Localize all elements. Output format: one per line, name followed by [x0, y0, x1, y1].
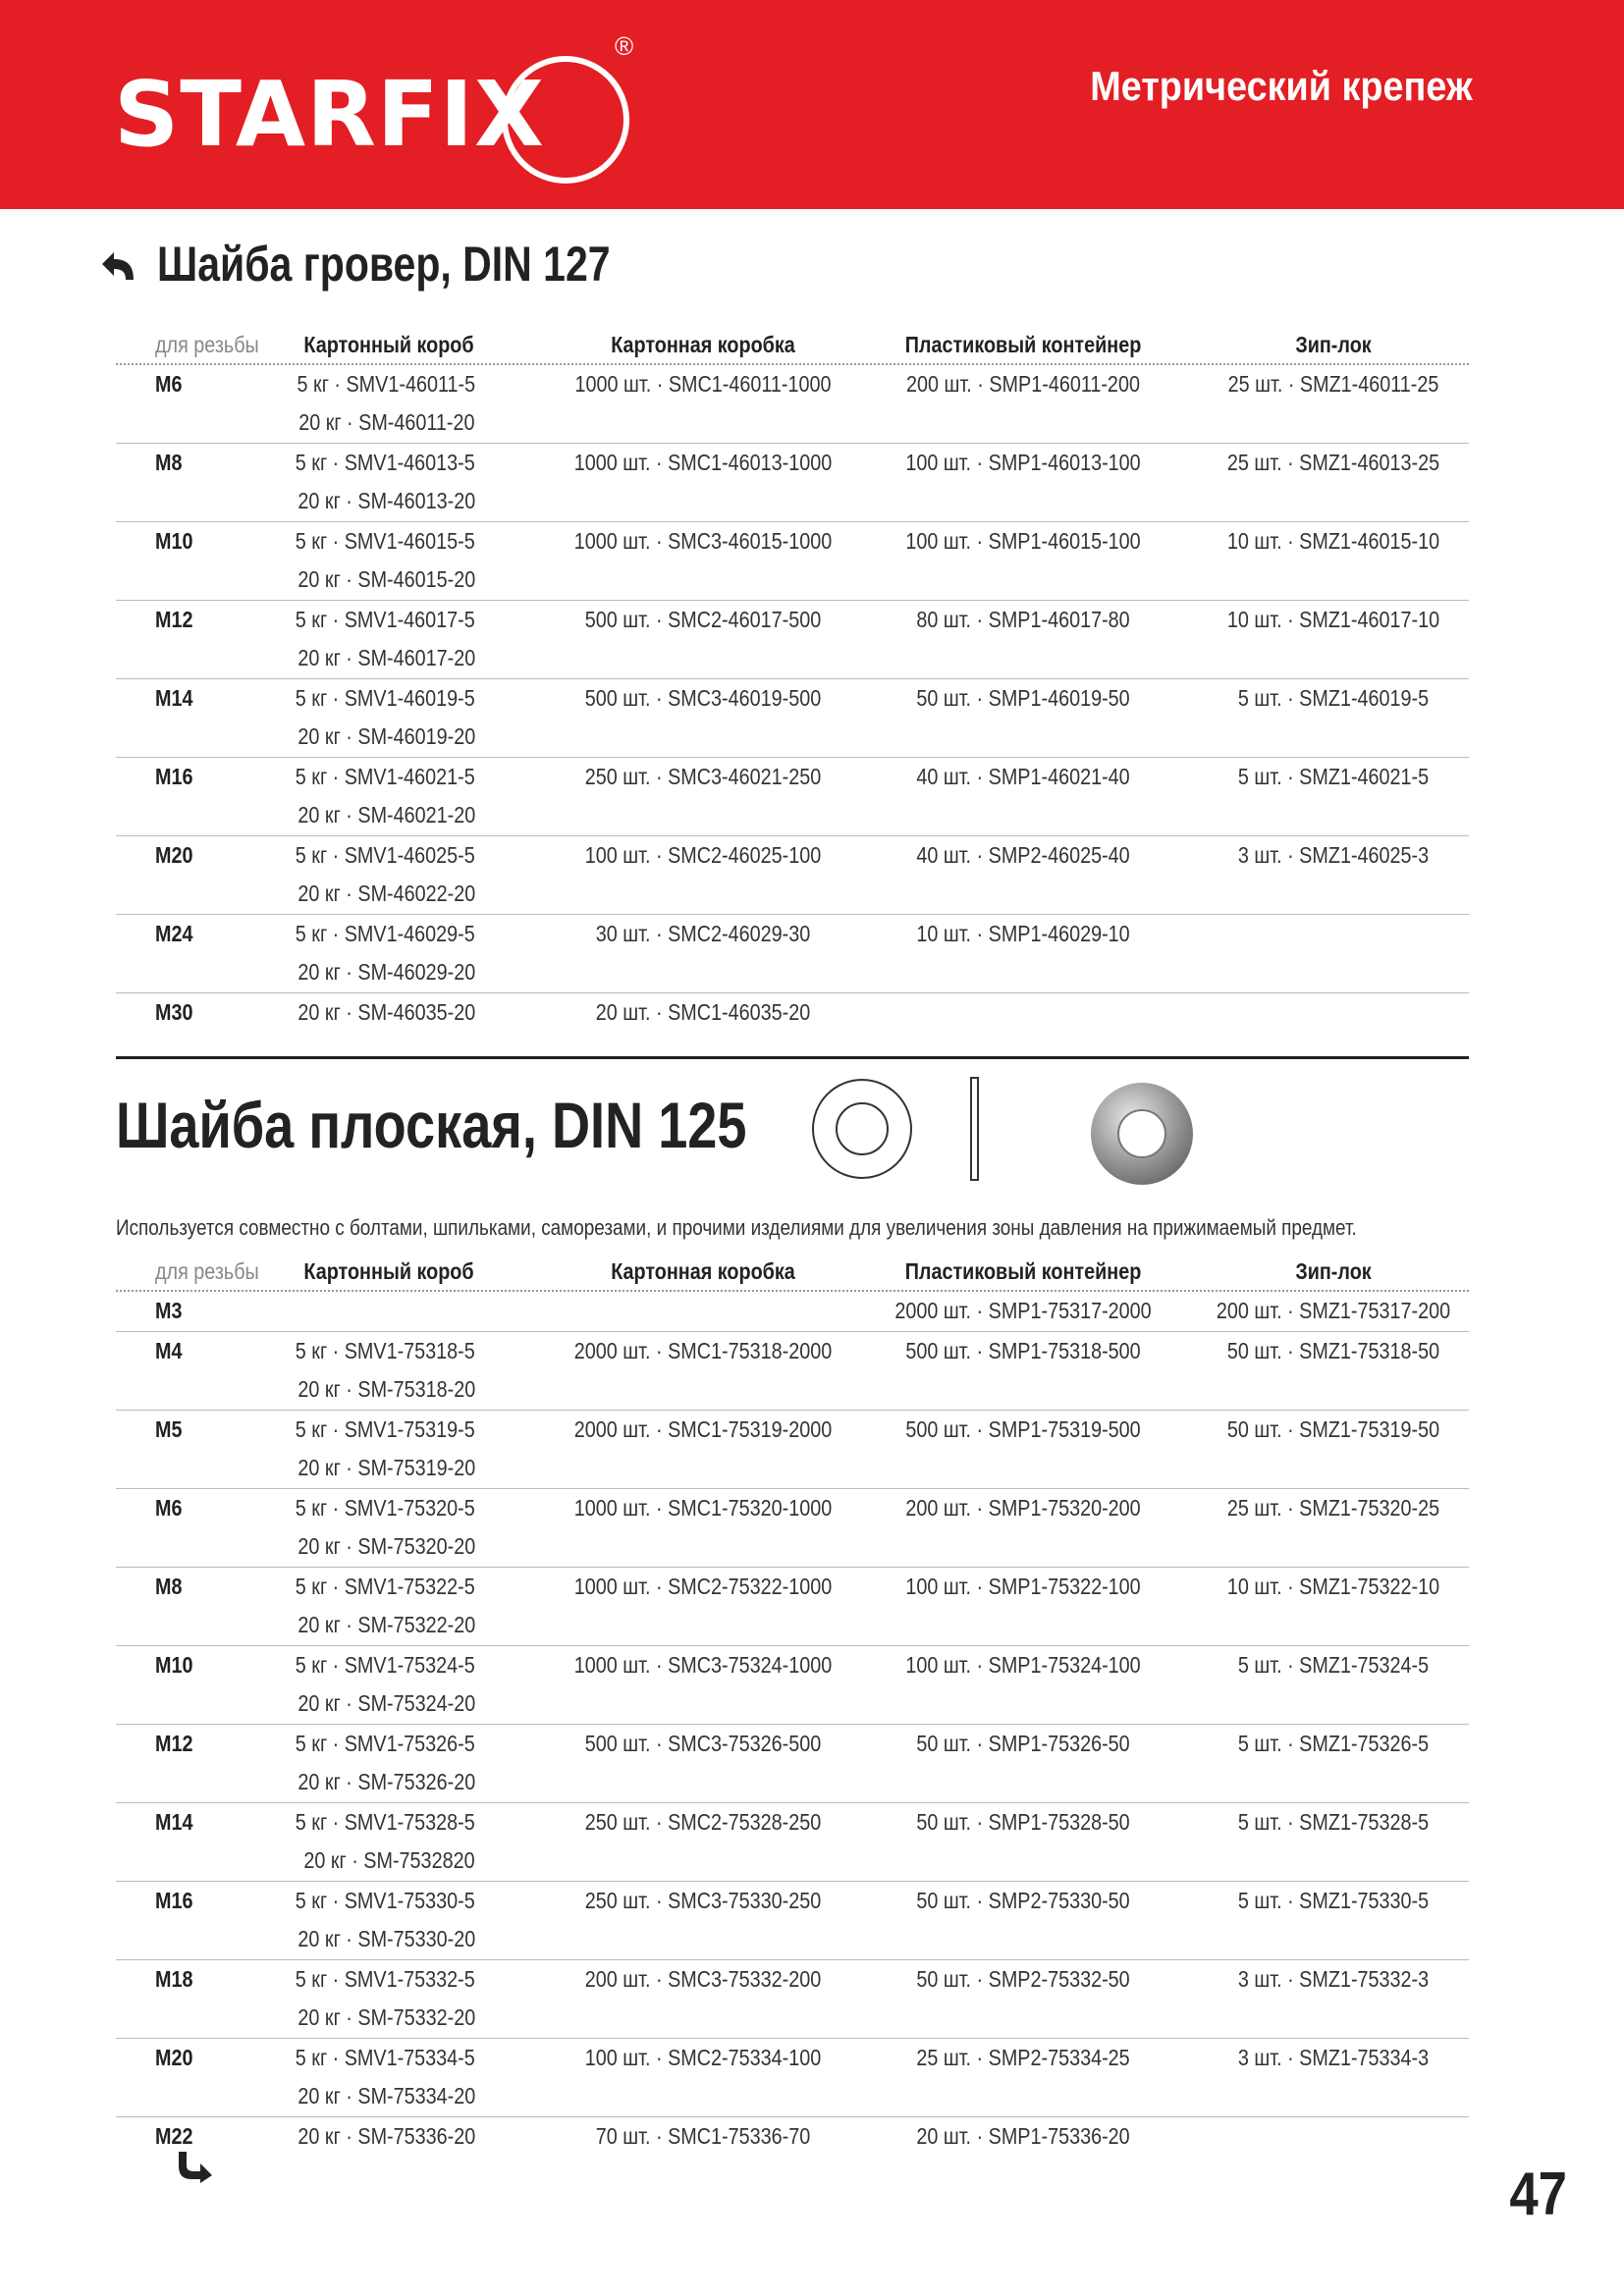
box-cell: 20 кг · SM-75330-20 — [298, 1926, 475, 1951]
thread-size: M22 — [155, 2123, 193, 2149]
box-cell: 20 кг · SM-75318-20 — [298, 1376, 475, 1402]
box-cell: 20 кг · SM-7532820 — [303, 1847, 475, 1873]
box-cell: 5 кг · SMV1-75322-5 — [296, 1574, 475, 1599]
box-cell: 5 кг · SMV1-75328-5 — [296, 1809, 475, 1835]
carton-cell: 500 шт. · SMC3-46019-500 — [584, 685, 822, 711]
column-header: для резьбы — [155, 1258, 259, 1284]
carton-cell: 1000 шт. · SMC2-75322-1000 — [573, 1574, 833, 1599]
box-cell: 20 кг · SM-46019-20 — [298, 723, 475, 749]
plastic-cell: 2000 шт. · SMP1-75317-2000 — [894, 1298, 1152, 1323]
thread-size: M14 — [155, 1809, 193, 1835]
thread-size: M14 — [155, 685, 193, 711]
carton-cell: 1000 шт. · SMC3-75324-1000 — [573, 1652, 833, 1678]
table-row — [116, 1411, 1469, 1489]
box-cell: 5 кг · SMV1-46025-5 — [296, 842, 475, 868]
thread-size: M16 — [155, 764, 193, 789]
grover-table — [116, 330, 1469, 1033]
zip-cell: 5 шт. · SMZ1-75326-5 — [1237, 1731, 1430, 1756]
section-divider — [116, 1056, 1469, 1059]
table-row — [116, 836, 1469, 915]
box-cell: 5 кг · SMV1-46019-5 — [296, 685, 475, 711]
box-cell: 20 кг · SM-46015-20 — [298, 566, 475, 592]
plastic-cell: 50 шт. · SMP1-75326-50 — [916, 1731, 1130, 1756]
carton-cell: 20 шт. · SMC1-46035-20 — [595, 999, 811, 1025]
table-row — [116, 522, 1469, 601]
zip-cell: 50 шт. · SMZ1-75319-50 — [1226, 1416, 1440, 1442]
plastic-cell: 80 шт. · SMP1-46017-80 — [916, 607, 1130, 632]
box-cell: 20 кг · SM-46011-20 — [298, 409, 475, 435]
box-cell: 5 кг · SMV1-46029-5 — [296, 921, 475, 946]
plastic-cell: 50 шт. · SMP1-46019-50 — [916, 685, 1130, 711]
carton-cell: 1000 шт. · SMC1-75320-1000 — [573, 1495, 833, 1521]
box-cell: 20 кг · SM-46035-20 — [298, 999, 475, 1025]
table-row — [116, 1882, 1469, 1960]
column-header: Картонный короб — [303, 1258, 474, 1284]
thread-size: M8 — [155, 450, 183, 475]
box-cell: 20 кг · SM-75326-20 — [298, 1769, 475, 1794]
table-header — [116, 1256, 1469, 1292]
plastic-cell: 25 шт. · SMP2-75334-25 — [916, 2045, 1130, 2070]
zip-cell: 50 шт. · SMZ1-75318-50 — [1226, 1338, 1440, 1363]
forward-arrow-icon[interactable] — [175, 2150, 214, 2183]
zip-cell: 25 шт. · SMZ1-75320-25 — [1226, 1495, 1440, 1521]
plastic-cell: 100 шт. · SMP1-75324-100 — [905, 1652, 1141, 1678]
registered-mark: ® — [615, 31, 634, 61]
thread-size: M20 — [155, 2045, 193, 2070]
column-header: Зип-лок — [1295, 332, 1372, 357]
table-row — [116, 2117, 1469, 2157]
washer-drawing-front-icon — [807, 1074, 917, 1184]
zip-cell: 3 шт. · SMZ1-46025-3 — [1237, 842, 1430, 868]
table-row — [116, 601, 1469, 679]
zip-cell: 3 шт. · SMZ1-75334-3 — [1237, 2045, 1430, 2070]
thread-size: M30 — [155, 999, 193, 1025]
carton-cell: 1000 шт. · SMC1-46013-1000 — [573, 450, 833, 475]
table-row — [116, 679, 1469, 758]
zip-cell: 5 шт. · SMZ1-46021-5 — [1237, 764, 1430, 789]
table-row — [116, 365, 1469, 444]
thread-size: M3 — [155, 1298, 183, 1323]
column-header: Картонная коробка — [611, 332, 795, 357]
column-header: Картонный короб — [303, 332, 474, 357]
box-cell: 20 кг · SM-75334-20 — [298, 2083, 475, 2109]
plastic-cell: 100 шт. · SMP1-46013-100 — [905, 450, 1141, 475]
table-row — [116, 1489, 1469, 1568]
grover-title: Шайба гровер, DIN 127 — [157, 237, 611, 292]
carton-cell: 1000 шт. · SMC3-46015-1000 — [573, 528, 833, 554]
carton-cell: 30 шт. · SMC2-46029-30 — [595, 921, 811, 946]
column-header: для резьбы — [155, 332, 259, 357]
thread-size: M12 — [155, 1731, 193, 1756]
box-cell: 5 кг · SMV1-46017-5 — [296, 607, 475, 632]
carton-cell: 500 шт. · SMC2-46017-500 — [584, 607, 822, 632]
table-row — [116, 1803, 1469, 1882]
flat-description: Используется совместно с болтами, шпильками, саморезами, и прочими изделиями для увеличения зоны давления на прижимаемый предмет. — [116, 1215, 1357, 1240]
zip-cell: 5 шт. · SMZ1-75330-5 — [1237, 1888, 1430, 1913]
column-header: Пластиковый контейнер — [904, 1258, 1142, 1284]
thread-size: M18 — [155, 1966, 193, 1992]
thread-size: M10 — [155, 1652, 193, 1678]
table-row — [116, 1725, 1469, 1803]
flat-title: Шайба плоская, DIN 125 — [116, 1089, 747, 1161]
thread-size: M12 — [155, 607, 193, 632]
table-row — [116, 1568, 1469, 1646]
table-row — [116, 915, 1469, 993]
section-title: Метрический крепеж — [1090, 63, 1473, 109]
plastic-cell: 100 шт. · SMP1-75322-100 — [905, 1574, 1141, 1599]
carton-cell: 100 шт. · SMC2-46025-100 — [584, 842, 822, 868]
table-row — [116, 993, 1469, 1033]
box-cell: 5 кг · SMV1-75334-5 — [296, 2045, 475, 2070]
plastic-cell: 50 шт. · SMP2-75330-50 — [916, 1888, 1130, 1913]
plastic-cell: 10 шт. · SMP1-46029-10 — [916, 921, 1130, 946]
box-cell: 20 кг · SM-75320-20 — [298, 1533, 475, 1559]
zip-cell: 25 шт. · SMZ1-46011-25 — [1227, 371, 1439, 397]
carton-cell: 250 шт. · SMC3-75330-250 — [584, 1888, 822, 1913]
carton-cell: 250 шт. · SMC2-75328-250 — [584, 1809, 822, 1835]
carton-cell: 2000 шт. · SMC1-75318-2000 — [573, 1338, 833, 1363]
column-header: Зип-лок — [1295, 1258, 1372, 1284]
carton-cell: 2000 шт. · SMC1-75319-2000 — [573, 1416, 833, 1442]
plastic-cell: 50 шт. · SMP1-75328-50 — [916, 1809, 1130, 1835]
box-cell: 5 кг · SMV1-46021-5 — [296, 764, 475, 789]
thread-size: M16 — [155, 1888, 193, 1913]
plastic-cell: 200 шт. · SMP1-75320-200 — [905, 1495, 1141, 1521]
box-cell: 20 кг · SM-75322-20 — [298, 1612, 475, 1637]
zip-cell: 5 шт. · SMZ1-75324-5 — [1237, 1652, 1430, 1678]
zip-cell: 10 шт. · SMZ1-75322-10 — [1226, 1574, 1440, 1599]
flat-table — [116, 1256, 1469, 2157]
plastic-cell: 100 шт. · SMP1-46015-100 — [905, 528, 1141, 554]
box-cell: 5 кг · SMV1-75324-5 — [296, 1652, 475, 1678]
logo-circle-icon — [497, 51, 634, 188]
carton-cell: 1000 шт. · SMC1-46011-1000 — [574, 371, 832, 397]
zip-cell: 5 шт. · SMZ1-75328-5 — [1237, 1809, 1430, 1835]
table-row — [116, 444, 1469, 522]
box-cell: 5 кг · SMV1-46013-5 — [296, 450, 475, 475]
back-arrow-icon[interactable] — [98, 250, 137, 286]
page-number: 47 — [1509, 2161, 1567, 2228]
thread-size: M6 — [155, 1495, 183, 1521]
zip-cell: 10 шт. · SMZ1-46015-10 — [1226, 528, 1440, 554]
column-header: Пластиковый контейнер — [904, 332, 1142, 357]
box-cell: 5 кг · SMV1-75330-5 — [296, 1888, 475, 1913]
table-row — [116, 1332, 1469, 1411]
table-row — [116, 1960, 1469, 2039]
zip-cell: 10 шт. · SMZ1-46017-10 — [1226, 607, 1440, 632]
box-cell: 5 кг · SMV1-75319-5 — [296, 1416, 475, 1442]
table-row — [116, 758, 1469, 836]
page-header — [0, 0, 1624, 209]
box-cell: 5 кг · SMV1-75326-5 — [296, 1731, 475, 1756]
box-cell: 20 кг · SM-46013-20 — [298, 488, 475, 513]
thread-size: M10 — [155, 528, 193, 554]
thread-size: M4 — [155, 1338, 183, 1363]
plastic-cell: 40 шт. · SMP2-46025-40 — [916, 842, 1130, 868]
plastic-cell: 200 шт. · SMP1-46011-200 — [906, 371, 1140, 397]
box-cell: 20 кг · SM-46022-20 — [298, 881, 475, 906]
plastic-cell: 20 шт. · SMP1-75336-20 — [916, 2123, 1130, 2149]
carton-cell: 70 шт. · SMC1-75336-70 — [595, 2123, 811, 2149]
starfix-logo — [114, 31, 644, 188]
box-cell: 5 кг · SMV1-75320-5 — [296, 1495, 475, 1521]
column-header: Картонная коробка — [611, 1258, 795, 1284]
table-header — [116, 330, 1469, 365]
thread-size: M24 — [155, 921, 193, 946]
box-cell: 20 кг · SM-46029-20 — [298, 959, 475, 985]
carton-cell: 500 шт. · SMC3-75326-500 — [584, 1731, 822, 1756]
logo-wordmark: STARFIX — [114, 62, 545, 167]
thread-size: M8 — [155, 1574, 183, 1599]
thread-size: M5 — [155, 1416, 183, 1442]
box-cell: 5 кг · SMV1-75332-5 — [296, 1966, 475, 1992]
table-row — [116, 2039, 1469, 2117]
carton-cell: 200 шт. · SMC3-75332-200 — [584, 1966, 822, 1992]
carton-cell: 100 шт. · SMC2-75334-100 — [584, 2045, 822, 2070]
zip-cell: 3 шт. · SMZ1-75332-3 — [1237, 1966, 1430, 1992]
box-cell: 20 кг · SM-46017-20 — [298, 645, 475, 670]
plastic-cell: 50 шт. · SMP2-75332-50 — [916, 1966, 1130, 1992]
zip-cell: 200 шт. · SMZ1-75317-200 — [1216, 1298, 1451, 1323]
box-cell: 20 кг · SM-46021-20 — [298, 802, 475, 828]
box-cell: 5 кг · SMV1-75318-5 — [296, 1338, 475, 1363]
thread-size: M20 — [155, 842, 193, 868]
washer-drawing-side-icon — [968, 1074, 982, 1184]
box-cell: 5 кг · SMV1-46015-5 — [296, 528, 475, 554]
box-cell: 5 кг · SMV1-46011-5 — [297, 371, 475, 397]
table-row — [116, 1646, 1469, 1725]
zip-cell: 5 шт. · SMZ1-46019-5 — [1237, 685, 1430, 711]
carton-cell: 250 шт. · SMC3-46021-250 — [584, 764, 822, 789]
washer-photo-icon — [1088, 1080, 1196, 1188]
zip-cell: 25 шт. · SMZ1-46013-25 — [1226, 450, 1440, 475]
box-cell: 20 кг · SM-75336-20 — [298, 2123, 475, 2149]
table-row — [116, 1292, 1469, 1332]
box-cell: 20 кг · SM-75319-20 — [298, 1455, 475, 1480]
plastic-cell: 40 шт. · SMP1-46021-40 — [916, 764, 1130, 789]
plastic-cell: 500 шт. · SMP1-75318-500 — [905, 1338, 1141, 1363]
plastic-cell: 500 шт. · SMP1-75319-500 — [905, 1416, 1141, 1442]
box-cell: 20 кг · SM-75324-20 — [298, 1690, 475, 1716]
box-cell: 20 кг · SM-75332-20 — [298, 2004, 475, 2030]
thread-size: M6 — [155, 371, 183, 397]
